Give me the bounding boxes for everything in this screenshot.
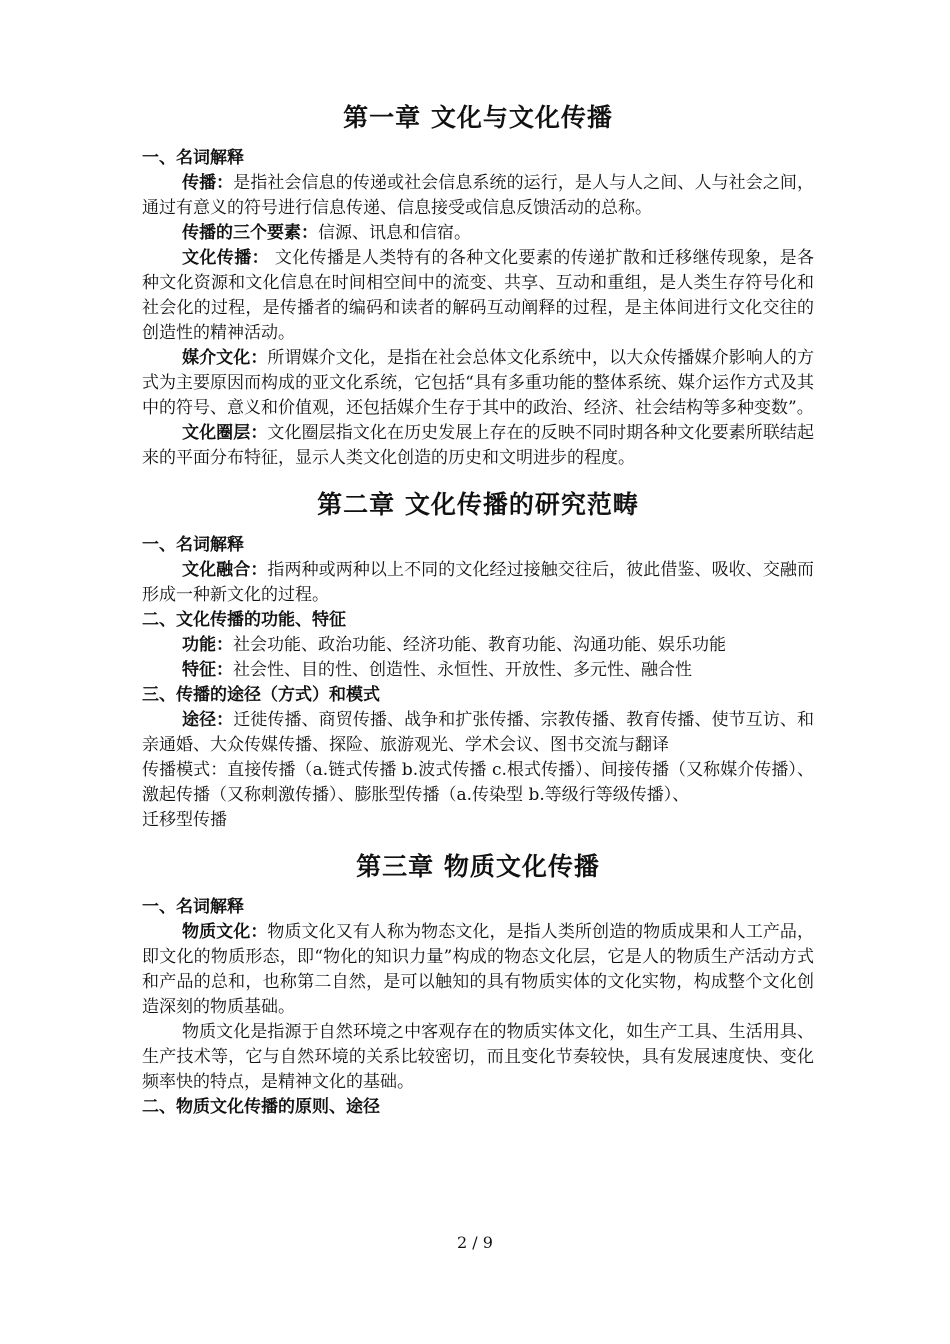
paragraph-text: 传播模式：直接传播（a.链式传播 b.波式传播 c.根式传播）、间接传播（又称媒介传播）、激起传播（又称刺激传播）、膨胀型传播（a.传染型 b.等级行等级传播）、 <box>142 760 814 805</box>
chapter-title: 第二章 文化传播的研究范畴 <box>317 490 639 519</box>
term-label: 文化融合： <box>182 560 268 580</box>
section-heading: 一、名词解释 <box>142 897 244 917</box>
chapter-title: 第一章 文化与文化传播 <box>343 103 613 132</box>
paragraph <box>142 221 814 246</box>
term-label: 传播的三个要素： <box>182 223 318 243</box>
paragraph <box>142 558 814 608</box>
paragraph <box>142 658 814 683</box>
paragraph <box>142 246 814 346</box>
section-heading: 一、名词解释 <box>142 148 244 168</box>
paragraph-text: 指两种或两种以上不同的文化经过接触交往后，彼此借鉴、吸收、交融而形成一种新文化的过程。 <box>142 560 815 605</box>
section-heading: 二、文化传播的功能、特征 <box>142 610 346 630</box>
paragraph-text: 物质文化是指源于自然环境之中客观存在的物质实体文化，如生产工具、生活用具、生产技术等，它与自然环境的关系比较密切，而且变化节奏较快，具有发展速度快、变化频率快的特点，是精神文化的基础。 <box>142 1022 814 1092</box>
section-heading: 三、传播的途径（方式）和模式 <box>142 685 380 705</box>
term-label: 途径： <box>182 710 234 730</box>
paragraph <box>142 1020 814 1095</box>
term-label: 文化圈层： <box>182 423 268 443</box>
chapter-title: 第三章 物质文化传播 <box>356 852 600 881</box>
section-heading: 二、物质文化传播的原则、途径 <box>142 1097 380 1117</box>
document-page <box>142 98 814 1120</box>
term-label: 功能： <box>182 635 233 655</box>
paragraph <box>142 708 814 758</box>
paragraph-text: 信源、讯息和信宿。 <box>318 223 471 243</box>
paragraph <box>142 421 814 471</box>
paragraph-text: 文化传播是人类特有的各种文化要素的传递扩散和迁移继传现象，是各种文化资源和文化信息在时间相空间中的流变、共享、互动和重组，是人类生存符号化和社会化的过程，是传播者的编码和读者的解码互动阐释的过程，是主体间进行文化交往的创造性的精神活动。 <box>142 248 815 343</box>
paragraph-text: 物质文化又有人称为物态文化，是指人类所创造的物质成果和人工产品，即文化的物质形态，即“物化的知识力量”构成的物态文化层，它是人的物质生产活动方式和产品的总和，也称第二自然，是可以触知的具有物质实体的文化实物，构成整个文化创造深刻的物质基础。 <box>142 922 815 1017</box>
term-label: 特征： <box>182 660 233 680</box>
paragraph <box>142 346 814 421</box>
paragraph-text: 社会性、目的性、创造性、永恒性、开放性、多元性、融合性 <box>233 660 692 680</box>
paragraph <box>142 171 814 221</box>
section-heading: 一、名词解释 <box>142 535 244 555</box>
paragraph <box>142 758 814 808</box>
paragraph <box>142 633 814 658</box>
term-label: 文化传播： <box>182 248 270 268</box>
paragraph-text: 社会功能、政治功能、经济功能、教育功能、沟通功能、娱乐功能 <box>233 635 726 655</box>
paragraph <box>142 808 814 833</box>
paragraph <box>142 920 814 1020</box>
term-label: 物质文化： <box>182 922 268 942</box>
paragraph-text: 文化圈层指文化在历史发展上存在的反映不同时期各种文化要素所联结起来的平面分布特征，显示人类文化创造的历史和文明进步的程度。 <box>142 423 815 468</box>
term-label: 传播： <box>182 173 234 193</box>
paragraph-text: 迁移型传播 <box>142 810 227 830</box>
paragraph-text: 迁徙传播、商贸传播、战争和扩张传播、宗教传播、教育传播、使节互访、和亲通婚、大众传媒传播、探险、旅游观光、学术会议、图书交流与翻译 <box>142 710 814 755</box>
term-label: 媒介文化： <box>182 348 268 368</box>
paragraph-text: 是指社会信息的传递或社会信息系统的运行，是人与人之间、人与社会之间，通过有意义的符号进行信息传递、信息接受或信息反馈活动的总称。 <box>142 173 814 218</box>
page-number: 2 / 9 <box>457 1233 493 1252</box>
paragraph-text: 所谓媒介文化，是指在社会总体文化系统中，以大众传播媒介影响人的方式为主要原因而构成的亚文化系统，它包括“具有多重功能的整体系统、媒介运作方式及其中的符号、意义和价值观，还包括媒介生存于其中的政治、经济、社会结构等多种变数”。 <box>142 348 815 418</box>
